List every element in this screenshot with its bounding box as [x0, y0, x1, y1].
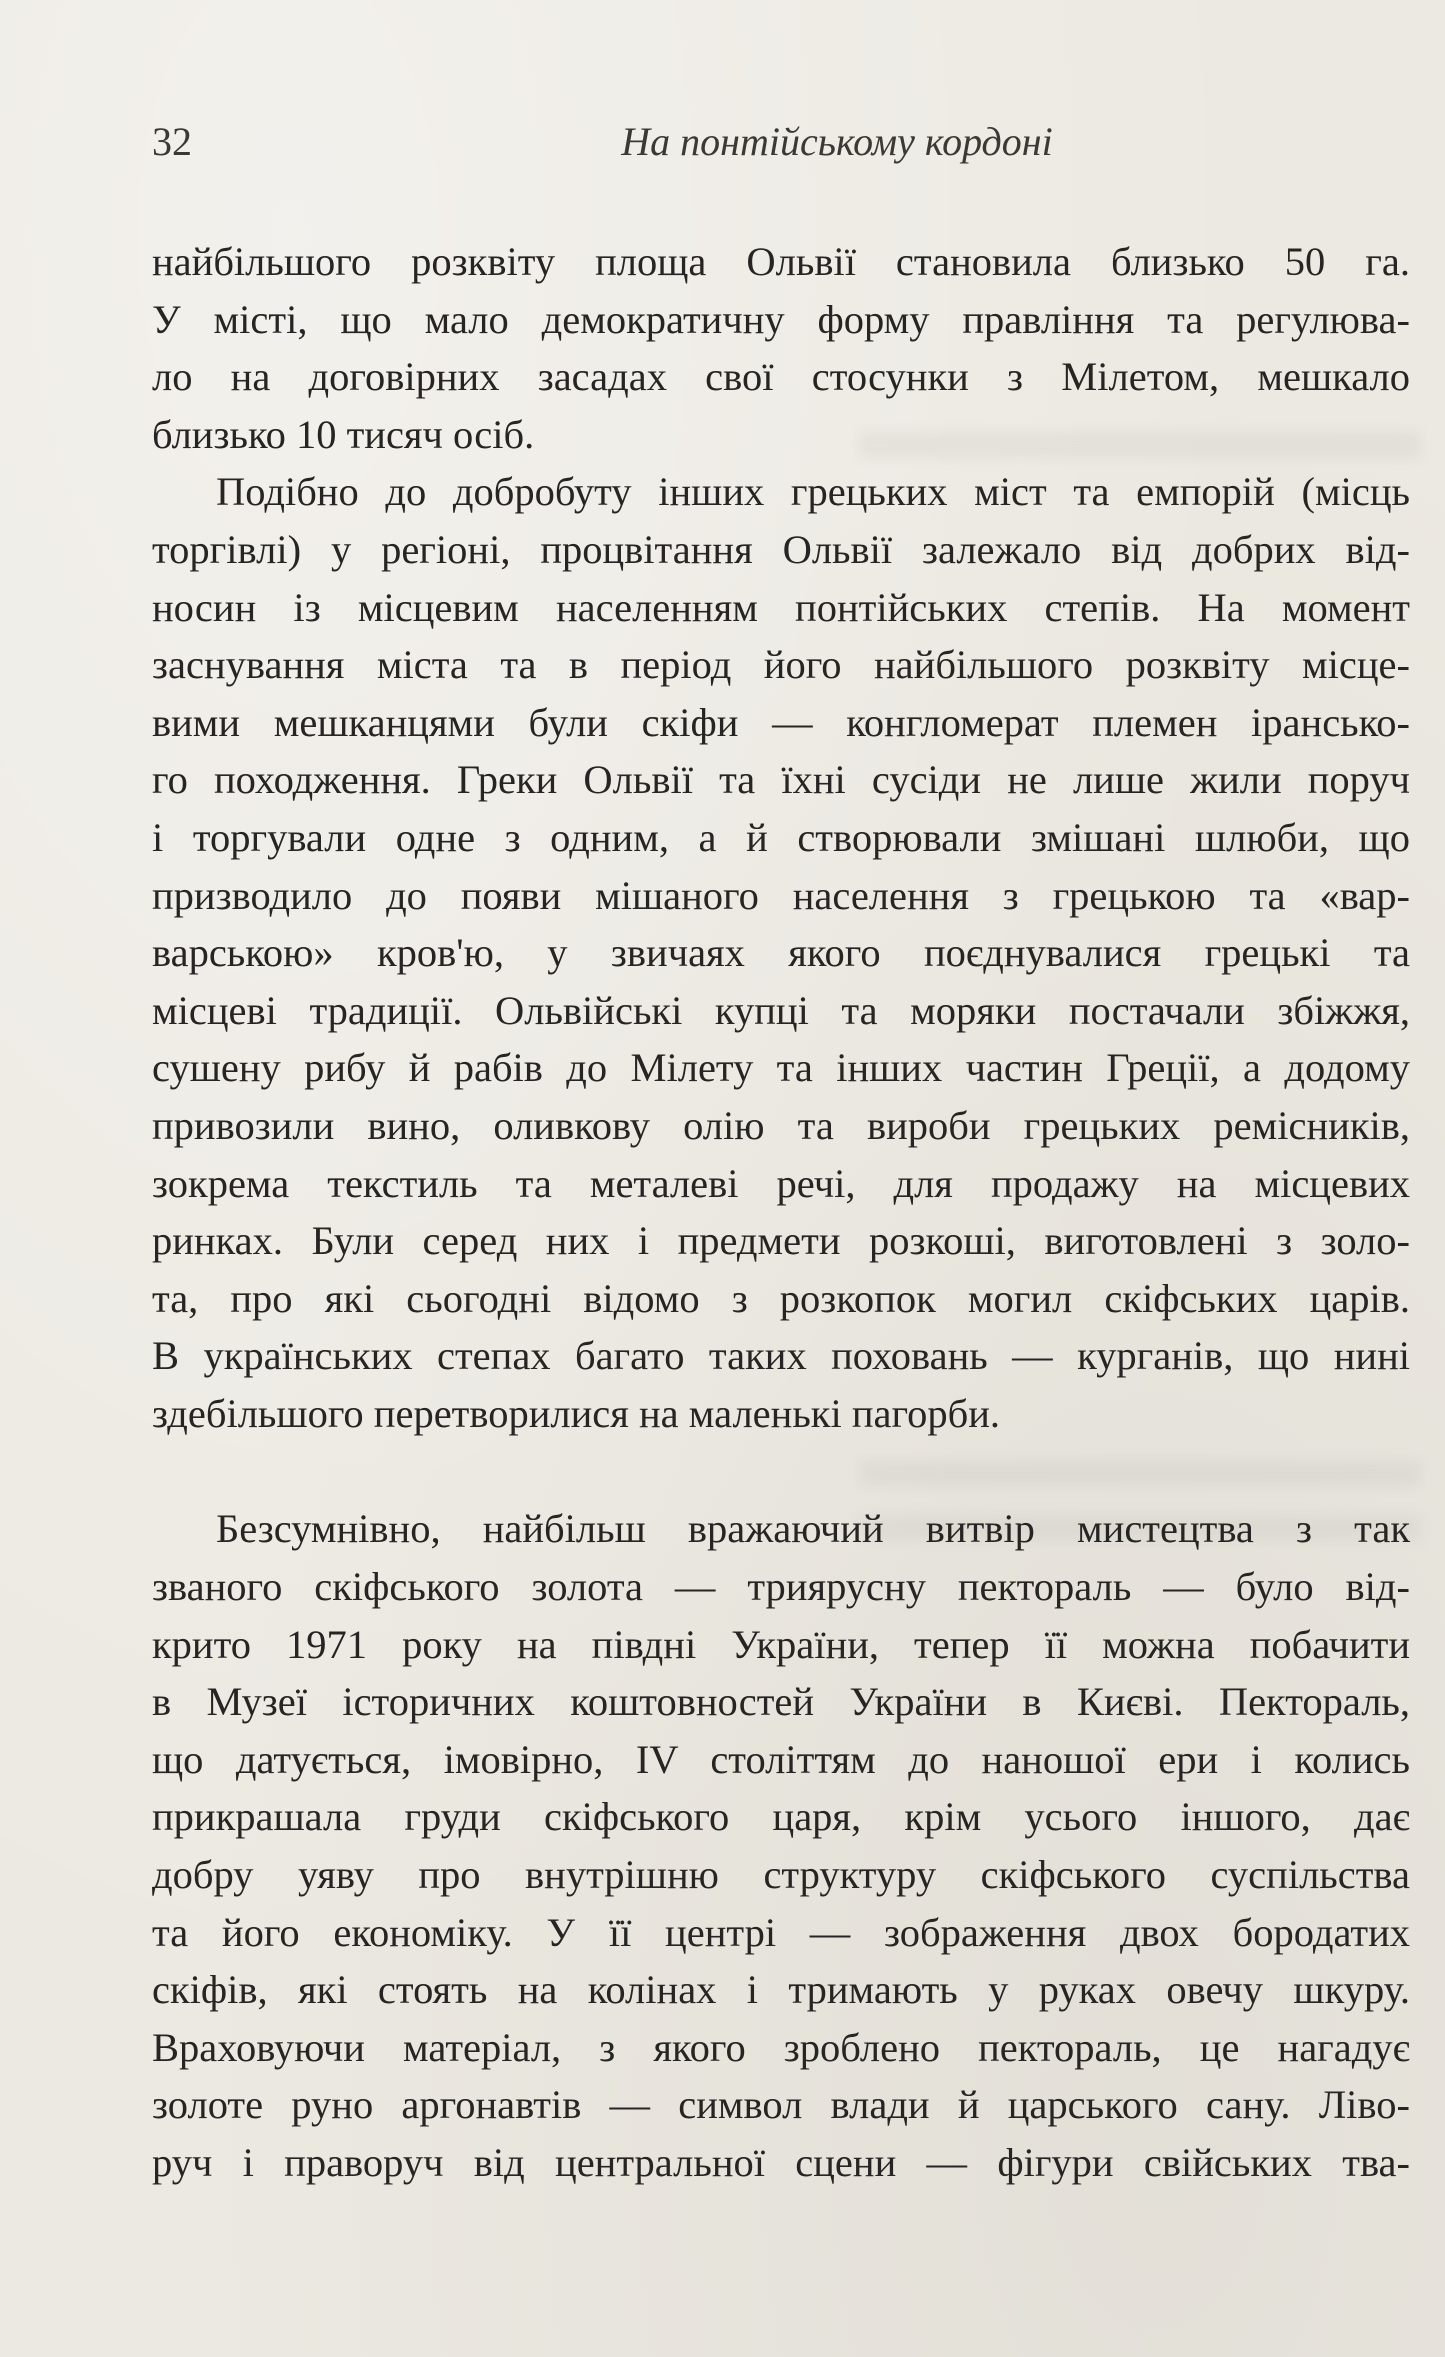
text-line: го походження. Греки Ольвії та їхні сусіди не лише жили поруч — [152, 757, 1410, 803]
text-line: та, про які сьогодні відомо з розкопок могил скіфських царів. — [152, 1275, 1410, 1321]
text-line: вими мешканцями були скіфи — конгломерат племен ірансько- — [152, 699, 1410, 745]
paragraph — [152, 1500, 1410, 2191]
text-line: прикрашала груди скіфського царя, крім усього іншого, дає — [152, 1794, 1410, 1840]
text-line: Враховуючи матеріал, з якого зроблено пектораль, це нагадує — [152, 2024, 1410, 2070]
text-line: золоте руно аргонавтів — символ влади й царського сану. Ліво- — [152, 2082, 1410, 2128]
text-line: і торгували одне з одним, а й створювали змішані шлюби, що — [152, 814, 1410, 860]
text-line: званого скіфського золота — триярусну пектораль — було від- — [152, 1564, 1410, 1610]
text-line: добру уяву про внутрішню структуру скіфського суспільства — [152, 1852, 1410, 1898]
page-number: 32 — [152, 119, 192, 164]
text-line: призводило до появи мішаного населення з грецькою та «вар- — [152, 872, 1410, 918]
paragraph — [152, 463, 1410, 1442]
text-line: що датується, імовірно, IV століттям до наношої ери і колись — [152, 1736, 1410, 1782]
text-line: варською» кров'ю, у звичаях якого поєднувалися грецькі та — [152, 930, 1410, 976]
text-line: Безсумнівно, найбільш вражаючий витвір мистецтва з так — [216, 1506, 1410, 1552]
text-line: найбільшого розквіту площа Ольвії становила близько 50 га. — [152, 239, 1410, 284]
body-text — [152, 233, 1410, 2192]
text-line: заснування міста та в період його найбільшого розквіту місце- — [152, 642, 1410, 688]
text-line: скіфів, які стоять на колінах і тримають у руках овечу шкуру. — [152, 1967, 1410, 2013]
text-line: здебільшого перетворилися на маленькі пагорби. — [152, 1390, 1001, 1436]
text-line: Подібно до добробуту інших грецьких міст та емпорій (місць — [216, 469, 1410, 515]
text-line: ло на договірних засадах свої стосунки з Мілетом, мешкало — [152, 354, 1410, 400]
text-line: близько 10 тисяч осіб. — [152, 411, 535, 457]
text-line: привозили вино, оливкову олію та вироби грецьких ремісників, — [152, 1102, 1410, 1148]
running-header — [152, 112, 1412, 172]
text-line: В українських степах багато таких поховань — курганів, що нині — [152, 1333, 1410, 1379]
text-line: місцеві традиції. Ольвійські купці та моряки постачали збіжжя, — [152, 987, 1410, 1033]
text-line: ринках. Були серед них і предмети розкоші, виготовлені з золо- — [152, 1218, 1410, 1264]
paragraph — [152, 233, 1410, 463]
text-line: носин із місцевим населенням понтійських степів. На момент — [152, 584, 1410, 630]
text-line: в Музеї історичних коштовностей України в Києві. Пектораль, — [152, 1679, 1410, 1725]
text-line: сушену рибу й рабів до Мілету та інших частин Греції, а додому — [152, 1045, 1410, 1091]
text-line: крито 1971 року на півдні України, тепер її можна побачити — [152, 1621, 1410, 1667]
text-line: та його економіку. У її центрі — зображення двох бородатих — [152, 1909, 1410, 1955]
running-title: На понтійському кордоні — [621, 119, 1053, 164]
text-line: У місті, що мало демократичну форму правління та регулюва- — [152, 296, 1410, 342]
text-line: торгівлі) у регіоні, процвітання Ольвії залежало від добрих від- — [152, 526, 1410, 572]
text-line: руч і праворуч від центральної сцени — фігури свійських тва- — [152, 2140, 1410, 2185]
paragraph-gap — [152, 1442, 1410, 1500]
text-line: зокрема текстиль та металеві речі, для продажу на місцевих — [152, 1160, 1410, 1206]
